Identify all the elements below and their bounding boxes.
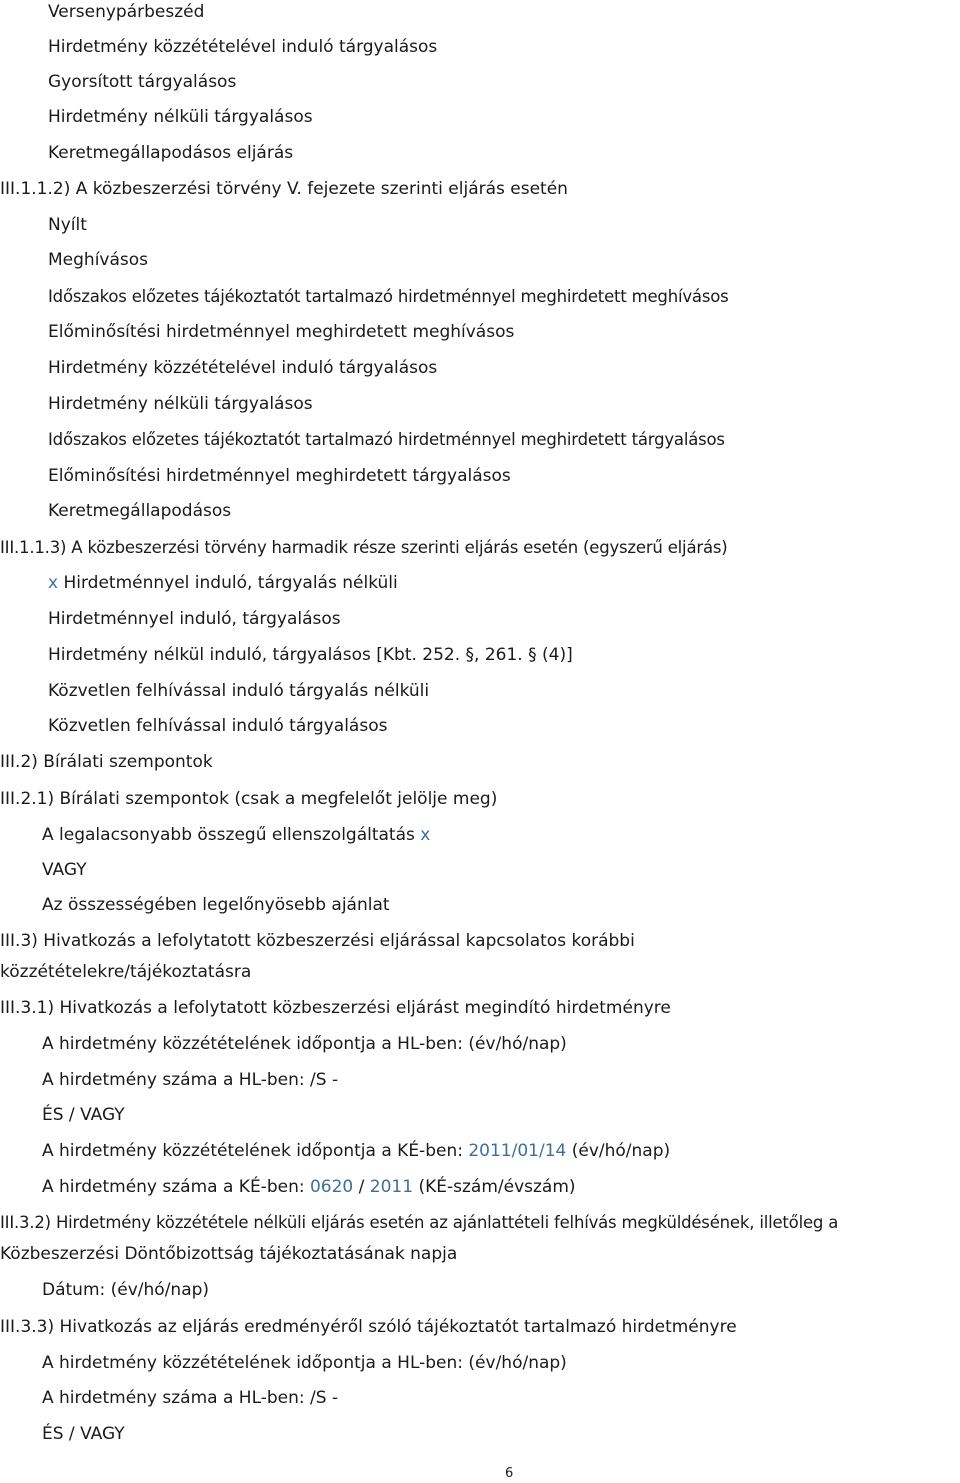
hl-number-field: A hirdetmény száma a HL-ben: /S -	[42, 1388, 339, 1408]
option-item: Időszakos előzetes tájékoztatót tartalmazó hirdetménnyel meghirdetett meghívásos	[48, 287, 729, 306]
section-heading: III.3) Hivatkozás a lefolytatott közbeszerzési eljárással kapcsolatos korábbi	[0, 931, 635, 951]
hl-date-field: A hirdetmény közzétételének időpontja a HL-ben: (év/hó/nap)	[42, 1034, 567, 1054]
hl-date-field: A hirdetmény közzétételének időpontja a HL-ben: (év/hó/nap)	[42, 1353, 567, 1373]
section-heading-cont: Közbeszerzési Döntőbizottság tájékoztatásának napja	[0, 1244, 458, 1264]
selected-mark: x	[420, 825, 431, 845]
hl-number-field: A hirdetmény száma a HL-ben: /S -	[42, 1070, 339, 1090]
section-heading: III.3.1) Hivatkozás a lefolytatott közbeszerzési eljárást megindító hirdetményre	[0, 998, 671, 1018]
ke-number-value: 0620	[309, 1177, 354, 1197]
criterion-best-value: Az összességében legelőnyösebb ajánlat	[42, 895, 390, 915]
option-item: Keretmegállapodásos eljárás	[48, 143, 294, 163]
option-item: Hirdetmény nélküli tárgyalásos	[48, 394, 313, 414]
criterion-label: A legalacsonyabb összegű ellenszolgáltatás	[42, 825, 415, 845]
option-item: Közvetlen felhívással induló tárgyalás nélküli	[48, 681, 430, 701]
ke-date-unit: (év/hó/nap)	[571, 1141, 671, 1161]
option-item: Keretmegállapodásos	[48, 501, 232, 521]
option-label: Hirdetménnyel induló, tárgyalás nélküli	[63, 573, 398, 593]
page-number: 6	[505, 1466, 514, 1481]
and-or-separator: ÉS / VAGY	[42, 1105, 125, 1125]
option-item-selected	[48, 573, 398, 593]
option-item: Hirdetmény közzétételével induló tárgyalásos	[48, 358, 438, 378]
and-or-separator: ÉS / VAGY	[42, 1424, 125, 1444]
criterion-lowest-price	[42, 825, 430, 845]
option-item: Hirdetmény közzétételével induló tárgyalásos	[48, 37, 438, 57]
ke-number-unit: (KÉ-szám/évszám)	[418, 1177, 576, 1197]
ke-year-value: 2011	[369, 1177, 414, 1197]
date-field: Dátum: (év/hó/nap)	[42, 1280, 210, 1300]
option-item: Időszakos előzetes tájékoztatót tartalmazó hirdetménnyel meghirdetett tárgyalásos	[48, 430, 725, 449]
section-heading-cont: közzétételekre/tájékoztatásra	[0, 962, 252, 982]
section-heading: III.1.1.2) A közbeszerzési törvény V. fejezete szerinti eljárás esetén	[0, 179, 568, 199]
ke-date-field	[42, 1141, 670, 1161]
ke-number-field	[42, 1177, 576, 1197]
ke-date-label: A hirdetmény közzétételének időpontja a KÉ-ben:	[42, 1141, 463, 1161]
or-separator: VAGY	[42, 860, 87, 880]
option-item: Előminősítési hirdetménnyel meghirdetett meghívásos	[48, 322, 515, 342]
option-item: Nyílt	[48, 215, 87, 235]
option-item: Meghívásos	[48, 250, 149, 270]
selected-mark: x	[48, 573, 59, 593]
section-heading: III.1.1.3) A közbeszerzési törvény harmadik része szerinti eljárás esetén (egyszerű eljárás)	[0, 538, 728, 557]
section-heading: III.2.1) Bírálati szempontok (csak a megfelelőt jelölje meg)	[0, 789, 498, 809]
ke-slash: /	[358, 1177, 365, 1197]
ke-number-label: A hirdetmény száma a KÉ-ben:	[42, 1177, 305, 1197]
section-heading: III.2) Bírálati szempontok	[0, 752, 213, 772]
option-item: Hirdetménnyel induló, tárgyalásos	[48, 609, 341, 629]
option-item: Gyorsított tárgyalásos	[48, 72, 237, 92]
option-item: Közvetlen felhívással induló tárgyalásos	[48, 716, 388, 736]
option-item: Versenypárbeszéd	[48, 2, 205, 22]
option-item: Hirdetmény nélkül induló, tárgyalásos [Kbt. 252. §, 261. § (4)]	[48, 645, 573, 665]
section-heading: III.3.2) Hirdetmény közzététele nélküli eljárás esetén az ajánlattételi felhívás megküldésének, illetőleg a	[0, 1213, 839, 1232]
option-item: Előminősítési hirdetménnyel meghirdetett tárgyalásos	[48, 466, 511, 486]
section-heading: III.3.3) Hivatkozás az eljárás eredményéről szóló tájékoztatót tartalmazó hirdetményre	[0, 1317, 737, 1337]
option-item: Hirdetmény nélküli tárgyalásos	[48, 107, 313, 127]
ke-date-value: 2011/01/14	[468, 1141, 567, 1161]
